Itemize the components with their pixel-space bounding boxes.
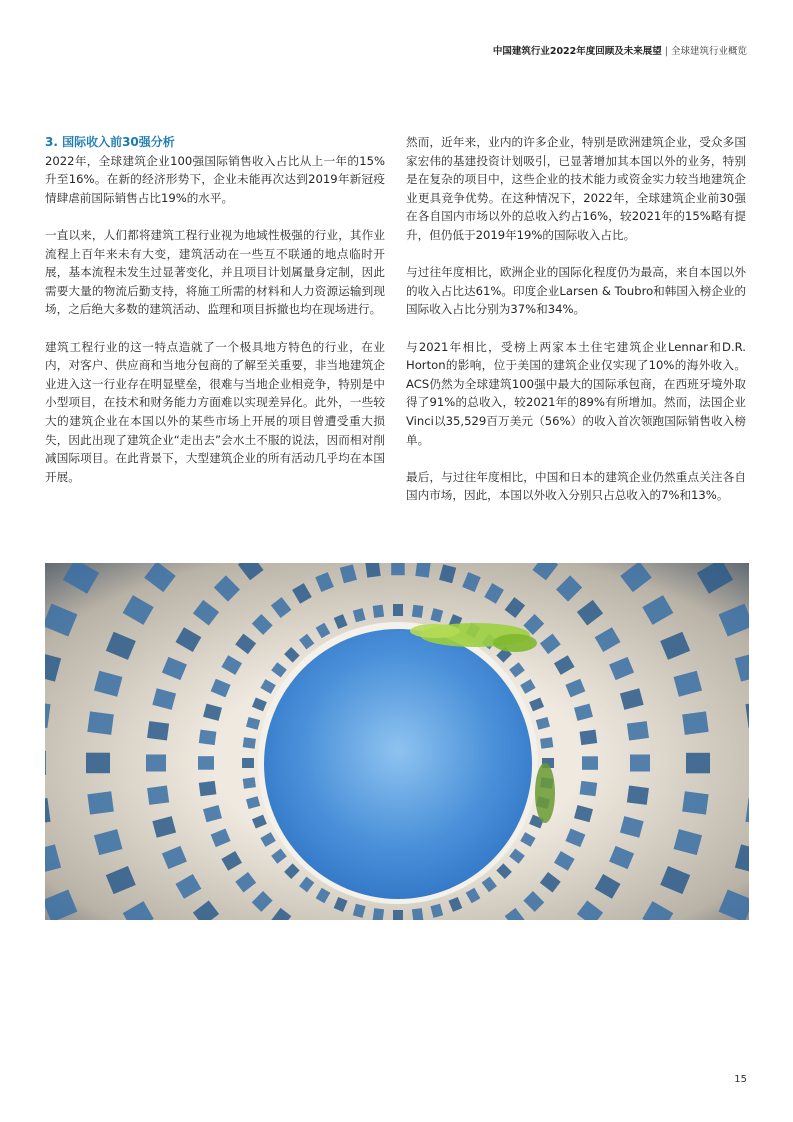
window-pane xyxy=(627,721,649,740)
paragraph: 一直以来，人们都将建筑工程行业视为地域性极强的行业，其作业流程上百年来未有大变，建筑活动在一些互不联通的地点临时开展，基本流程未发生过显著变化，并且项目计划属量身定制，因此需要大量的物流后勤支持，将施工所需的材料和人力资源运输到现场，之后绝大多数的建筑活动、监理和项目拆撤也均在现场进行。 xyxy=(45,227,385,317)
left-column xyxy=(45,133,385,505)
window-pane xyxy=(147,785,169,804)
window-pane xyxy=(242,758,254,768)
window-pane xyxy=(243,777,256,788)
paragraph: 最后，与过往年度相比，中国和日本的建筑企业仍然重点关注各自国内市场，因此，本国以外收入分别只占总收入的7%和13%。 xyxy=(406,469,746,503)
window-pane xyxy=(86,753,110,774)
window-pane xyxy=(87,791,113,814)
paragraph: 与2021年相比，受榜上两家本土住宅建筑企业Lennar和D.R. Horton的影响，位于美国的建筑企业仅实现了10%的海外收入。ACS仍然为全球建筑100强中最大的国际承包商，在西班牙境外取得了91%的总收入，较2021年的89%有所增加。然而，法国企业Vinci以35,529百万美元（56%）的收入首次领跑国际销售收入榜单。 xyxy=(406,339,746,447)
window-pane xyxy=(373,605,384,618)
window-pane xyxy=(146,755,166,772)
window-pane xyxy=(682,711,708,734)
window-pane xyxy=(199,730,217,745)
window-pane xyxy=(630,755,650,772)
window-pane xyxy=(393,910,403,920)
window-pane xyxy=(199,781,217,796)
window-pane xyxy=(682,791,708,814)
right-column xyxy=(406,133,746,523)
window-pane xyxy=(393,604,403,616)
photo-illustration xyxy=(45,563,749,920)
circular-courtyard-photo xyxy=(45,563,749,920)
header-separator: | xyxy=(664,46,668,57)
window-pane xyxy=(147,721,169,740)
window-pane xyxy=(686,753,710,774)
sky-circle xyxy=(264,629,532,899)
window-pane xyxy=(580,781,598,796)
header-subtitle: 全球建筑行业概览 xyxy=(670,46,747,57)
header-title: 中国建筑行业2022年度回顾及未来展望 xyxy=(492,46,662,57)
window-pane xyxy=(412,908,423,920)
window-pane xyxy=(582,756,598,770)
window-pane xyxy=(627,785,649,804)
window-pane xyxy=(412,605,423,618)
window-pane xyxy=(580,730,598,745)
window-pane xyxy=(87,711,113,734)
window-pane xyxy=(540,737,553,748)
section-title: 3. 国际收入前30强分析 xyxy=(45,135,175,149)
window-pane xyxy=(45,751,46,775)
window-pane xyxy=(198,756,214,770)
paragraph: 2022年，全球建筑企业100强国际销售收入占比从上一年的15%升至16%。在新的经济形势下，企业未能再次达到2019年新冠疫情肆虐前国际销售占比19%的水平。 xyxy=(45,153,385,205)
window-pane xyxy=(373,908,384,920)
paragraph: 与过往年度相比，欧洲企业的国际化程度仍为最高，来自本国以外的收入占比达61%。印度企业Larsen & Toubro和韩国入榜企业的国际收入占比分别为37%和34%。 xyxy=(406,265,746,317)
window-pane xyxy=(415,563,430,578)
window-pane xyxy=(243,737,256,748)
paragraph: 然而，近年来，业内的许多企业，特别是欧洲建筑企业，受众多国家宏伟的基建投资计划吸引，已显著增加其本国以外的业务，特别是在复杂的项目中，这些企业的技术能力或资金实力较当地建筑企业更具竞争优势。在这种情况下，2022年，全球建筑企业前30强在各自国内市场以外的总收入约占16%，较2021年的15%略有提升，但仍低于2019年19%的国际收入占比。 xyxy=(406,135,746,242)
page-header xyxy=(493,43,747,57)
window-pane xyxy=(365,563,380,578)
page-number: 15 xyxy=(734,1074,747,1085)
paragraph: 建筑工程行业的这一特点造就了一个极具地方特色的行业，在业内，对客户、供应商和当地分包商的了解至关重要，非当地建筑企业进入这一行业存在明显壁垒，很难与当地企业相竞争，特别是中小型项目，在技术和财务能力方面难以实现差异化。此外，一些较大的建筑企业在本国以外的某些市场上开展的项目曾遭受重大损失，因此出现了建筑企业“走出去”会水土不服的说法，因而相对削减国际项目。在此背景下，大型建筑企业的所有活动几乎均在本国开展。 xyxy=(45,339,385,484)
window-pane xyxy=(391,563,405,575)
